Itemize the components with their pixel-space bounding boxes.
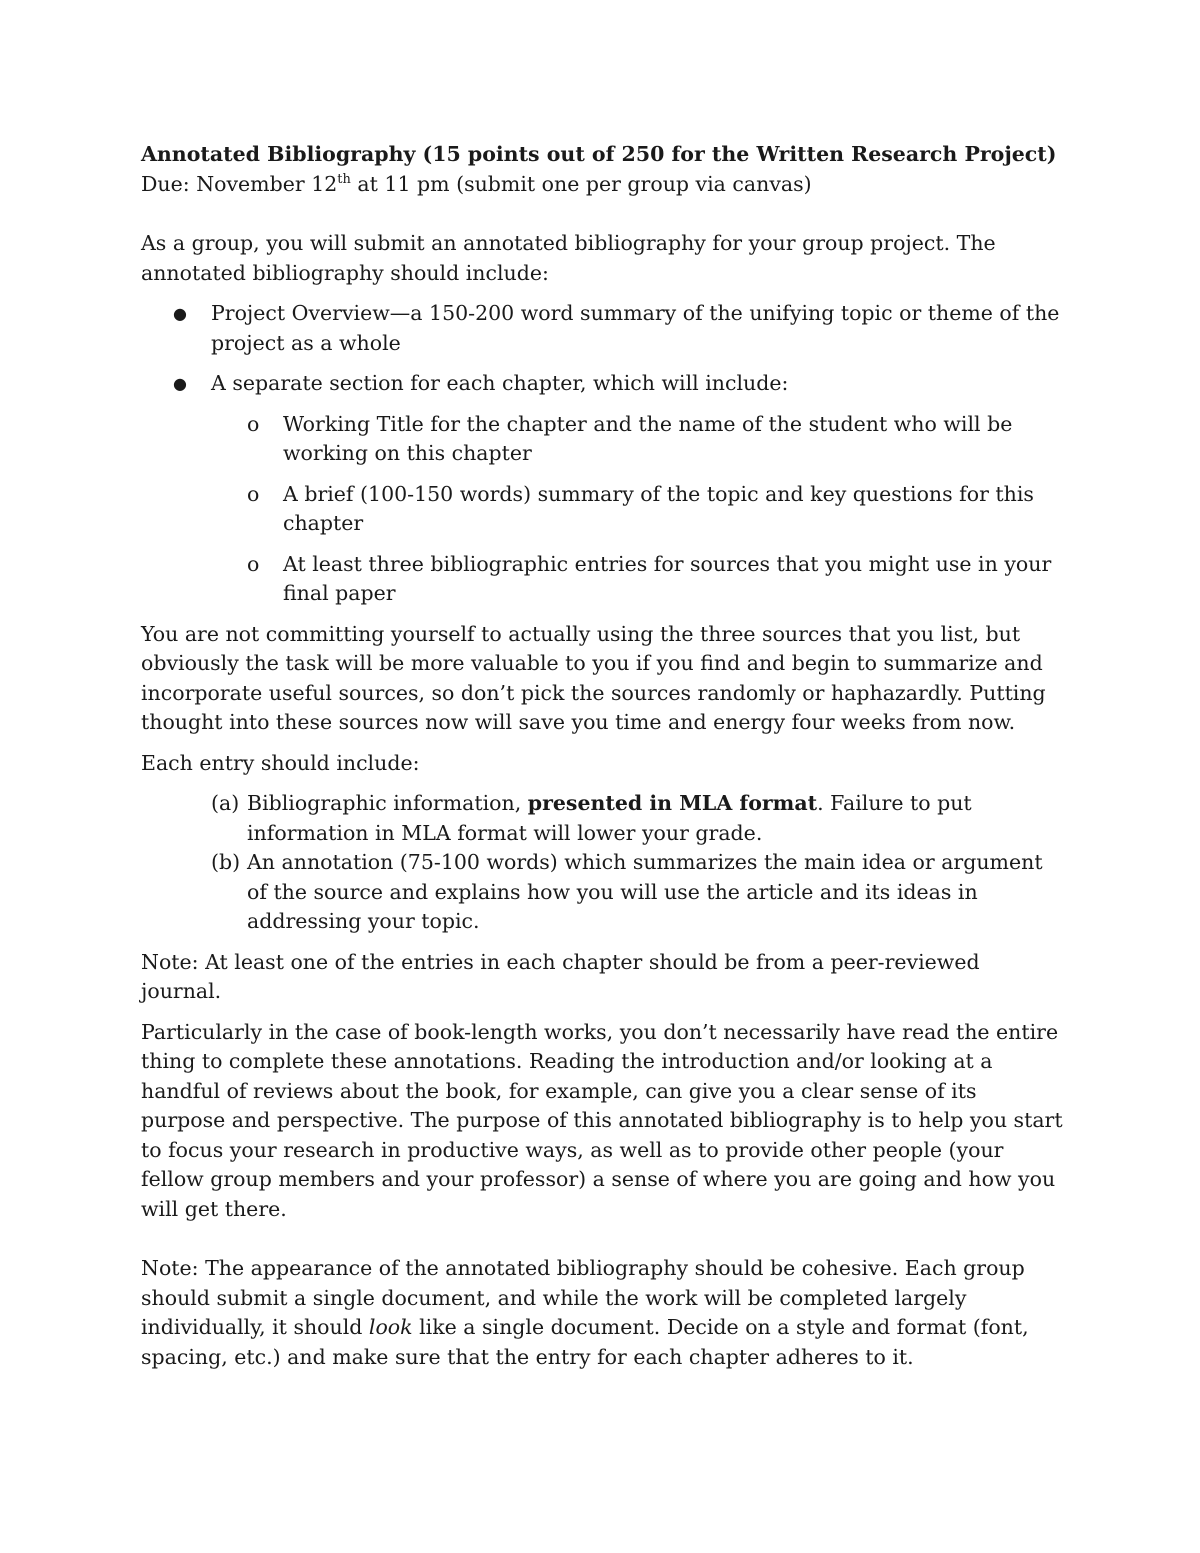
entry-marker: (a) — [211, 791, 240, 815]
spacer — [141, 199, 1066, 229]
bullet-icon: ● — [173, 374, 187, 393]
appearance-note-before: Note: The appearance of the annotated bibliography should be cohesive. Each group should submit a single document, and while the work will be completed largely individually, it should — [141, 1256, 1025, 1339]
sub-list-item-text: Working Title for the chapter and the name of the student who will be working on this chapter — [283, 411, 1013, 465]
hollow-bullet-icon: o — [247, 481, 260, 506]
hollow-bullet-icon: o — [247, 551, 260, 576]
sub-list-item — [211, 550, 1066, 609]
sub-list-item — [211, 410, 1066, 469]
spacer — [141, 1224, 1066, 1254]
entry-text-after: . Failure to put information in MLA format will lower your grade. — [247, 791, 972, 845]
commitment-paragraph: You are not committing yourself to actually using the three sources that you list, but obviously the task will be more valuable to you if you find and begin to summarize and incorporate useful sources, so don’t pick the sources randomly or haphazardly. Putting thought into these sources now will save you time and energy four weeks from now. — [141, 621, 1046, 734]
due-date-superscript: th — [337, 171, 351, 187]
appearance-note — [141, 1254, 1066, 1372]
peer-review-note: Note: At least one of the entries in each chapter should be from a peer-reviewed journal. — [141, 949, 980, 1003]
appearance-note-after: like a single document. Decide on a style and format (font, spacing, etc.) and make sure that the entry for each chapter adheres to it. — [141, 1315, 1029, 1369]
list-item-chapter-section — [141, 369, 1066, 609]
entry-item-bibliographic — [141, 789, 1066, 848]
bullet-icon: ● — [173, 304, 187, 323]
entry-marker: (b) — [211, 850, 241, 874]
document-page — [141, 140, 1066, 1372]
entry-item-annotation — [141, 848, 1066, 937]
entry-text: An annotation (75-100 words) which summarizes the main idea or argument of the source and explains how you will use the article and its ideas in addressing your topic. — [247, 850, 1043, 933]
list-item-project-overview — [141, 299, 1066, 358]
sub-list-item — [211, 480, 1066, 539]
sub-list-item-text: At least three bibliographic entries for sources that you might use in your final paper — [283, 551, 1052, 605]
requirements-list — [141, 299, 1066, 609]
list-item-text: Project Overview—a 150-200 word summary of the unifying topic or theme of the project as a whole — [211, 301, 1060, 355]
entry-text-before: Bibliographic information, — [247, 791, 528, 815]
due-date-line — [141, 170, 1066, 200]
sub-list-item-text: A brief (100-150 words) summary of the topic and key questions for this chapter — [283, 481, 1034, 535]
chapter-sub-list — [211, 410, 1066, 609]
due-date-prefix: Due: November 12 — [141, 171, 338, 196]
appearance-note-emphasis: look — [368, 1315, 413, 1339]
entry-emphasis-mla: presented in MLA format — [527, 791, 818, 815]
document-title: Annotated Bibliography (15 points out of 250 for the Written Research Project) — [141, 142, 1057, 166]
list-item-text: A separate section for each chapter, which will include: — [211, 371, 789, 395]
hollow-bullet-icon: o — [247, 411, 260, 436]
due-date-suffix: at 11 pm (submit one per group via canvas) — [350, 171, 812, 196]
intro-paragraph: As a group, you will submit an annotated bibliography for your group project. The annotated bibliography should include: — [141, 231, 996, 285]
entry-requirements-list — [141, 789, 1066, 937]
entry-intro: Each entry should include: — [141, 750, 420, 775]
book-length-paragraph: Particularly in the case of book-length works, you don’t necessarily have read the entire thing to complete these annotations. Reading the introduction and/or looking at a handful of reviews about the book, for example, can give you a clear sense of its purpose and perspective. The purpose of this annotated bibliography is to help you start to focus your research in productive ways, as well as to provide other people (your fellow group members and your professor) a sense of where you are going and how you will get there. — [141, 1019, 1063, 1221]
